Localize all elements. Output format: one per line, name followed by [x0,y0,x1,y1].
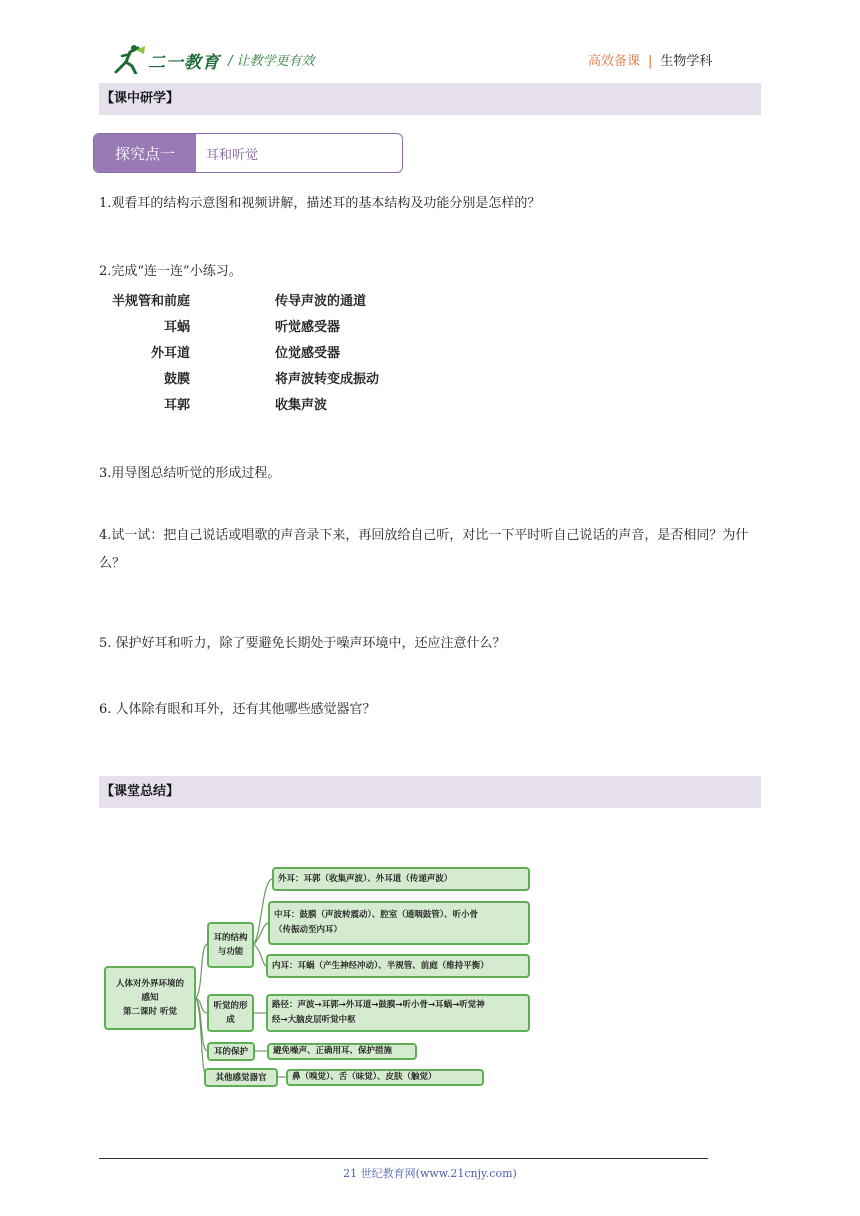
connector-root-protect [196,998,207,1051]
leaf-outer-line-1: 外耳：耳郭（收集声波）、外耳道（传递声波） [278,873,453,884]
leaf-other-senses [286,1069,484,1086]
leaf-inner-ear [266,954,530,978]
leaf-middle-line-2: （传振动至内耳） [274,925,343,935]
branch-structure-line-1: 耳的结构 [213,933,248,943]
root-line-3: 第二课时 听觉 [123,1007,177,1017]
logo-name: 二一教育 [148,53,220,73]
branch-protect-line-1: 耳的保护 [213,1046,248,1057]
leaf-hearing-path [266,994,530,1032]
match-right-1: 传导声波的通道 [275,294,367,309]
branch-hearing-line-1: 听觉的形 [213,1001,248,1011]
match-right-3: 位觉感受器 [275,346,341,361]
match-right-2: 听觉感受器 [275,320,341,335]
header-right [588,50,712,69]
question-5: 5. 保护好耳和听力，除了要避免长期处于噪声环境中，还应注意什么？ [99,636,506,651]
brand-label: 高效备课 [588,54,641,69]
match-right-5: 收集声波 [275,398,328,413]
branch-protect [207,1042,255,1061]
question-6: 6. 人体除有眼和耳外，还有其他哪些感觉器官？ [99,702,376,717]
section-study-bar: 【课中研学】 [99,83,761,115]
leaf-outer-ear [272,867,530,891]
match-left-4: 鼓膜 [163,372,190,387]
connector-structure-middle [254,923,268,944]
root-line-2: 感知 [141,993,159,1003]
logo-runner-icon [112,44,146,74]
match-left-5: 耳郭 [163,398,190,413]
branch-hearing [207,994,254,1032]
logo-slogan: / 让教学更有效 [228,54,315,69]
match-left-1: 半规管和前庭 [111,294,190,309]
matching-exercise [0,288,860,418]
connector-root-others [196,998,207,1077]
branch-others [204,1068,278,1087]
match-left-3: 外耳道 [150,346,190,361]
connector-root-structure [196,944,207,998]
header-separator: | [648,54,653,69]
subject-label: 生物学科 [660,54,713,69]
question-3: 3.用导图总结听觉的形成过程。 [99,466,281,481]
root-line-1: 人体对外界环境的 [115,979,184,989]
leaf-others-line-1: 鼻（嗅觉）、舌（味觉）、皮肤（触觉） [292,1072,437,1082]
explore-topic: 耳和听觉 [206,147,259,163]
explore-box [93,133,403,173]
connector-structure-inner [254,944,266,966]
question-4: 4.试一试：把自己说话或唱歌的声音录下来，再回放给自己听，对比一下平时听自己说话的声音，是否相同？为什么？ [99,528,749,571]
leaf-protect [267,1043,417,1060]
explore-tag: 探究点一 [94,134,196,172]
footer-text: 21 世纪教育网(www.21cnjy.com) [343,1167,517,1180]
leaf-middle-ear [268,901,530,945]
question-1: 1.观看耳的结构示意图和视频讲解，描述耳的基本结构及功能分别是怎样的？ [99,196,541,211]
branch-others-line-1: 其他感觉器官 [215,1072,267,1083]
leaf-middle-line-1: 中耳：鼓膜（声波转震动）、腔室（通咽鼓管）、听小骨 [274,910,479,920]
match-left-2: 耳蜗 [163,320,190,335]
branch-structure [207,922,254,968]
leaf-protect-line-1: 避免噪声、正确用耳、保护措施 [273,1046,393,1056]
leaf-path-line-1: 路径：声波→耳郭→外耳道→鼓膜→听小骨→耳蜗→听觉神 [272,1000,485,1010]
mindmap-root [104,966,196,1030]
match-right-4: 将声波转变成振动 [275,372,380,387]
section-summary-bar: 【课堂总结】 [99,776,761,808]
branch-structure-line-2: 与功能 [217,947,244,957]
connector-root-hearing [196,998,207,1013]
connector-structure-outer [254,879,272,944]
footer-divider [99,1158,708,1159]
leaf-path-line-2: 经→大脑皮层听觉中枢 [272,1015,356,1025]
branch-hearing-line-2: 成 [226,1015,235,1025]
leaf-inner-line-1: 内耳：耳蜗（产生神经冲动）、半规管、前庭（维持平衡） [272,960,489,971]
question-2: 2.完成“连一连”小练习。 [99,264,242,279]
